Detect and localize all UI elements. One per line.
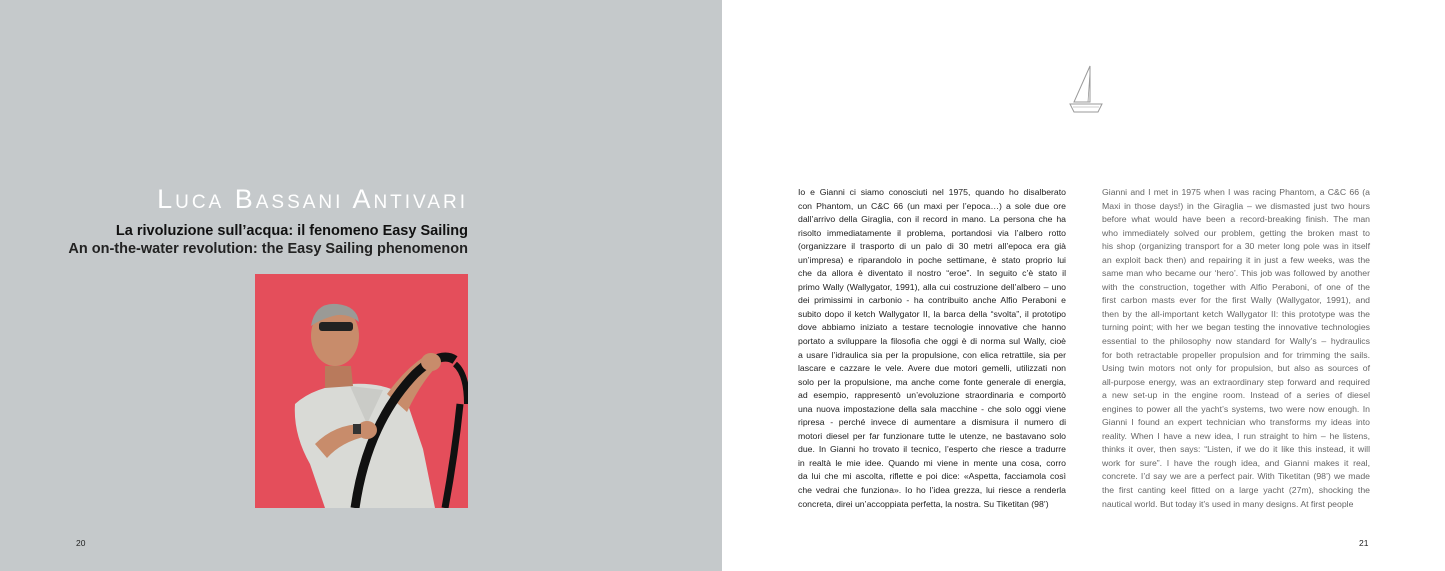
english-text-line: engines to power all the yacht’s systems, two were now enough. In bbox=[1102, 403, 1370, 414]
english-text-line: same man who became our ‘hero’. This job was followed by another bbox=[1102, 268, 1370, 279]
italian-text-line: Io e Gianni ci siamo conosciuti nel 1975, quando ho disalberato bbox=[798, 187, 1066, 197]
english-text-line: thinks it over, then says: “Listen, if we do it like this instead, it will bbox=[1102, 444, 1370, 455]
english-text-line: a new set-up in the engine room. Instead of a series of diesel bbox=[1102, 390, 1370, 401]
italian-text-line: in realtà le mie idee. Quando mi viene in mente una cosa, corro bbox=[798, 457, 1066, 468]
english-text-line: before what would have been a record-breaking finish. The man bbox=[1102, 214, 1370, 225]
italian-text-line: dove abbiamo iniziato a testare tecnologie innovative che hanno bbox=[798, 322, 1066, 333]
right-page bbox=[722, 0, 1445, 571]
english-text-line: who immediately solved our problem, getting the broken mast to bbox=[1102, 227, 1370, 238]
sailboat-logo-icon bbox=[1068, 62, 1104, 118]
english-text-line: then by the all-important ketch Wallygator II: this prototype was the bbox=[1102, 308, 1370, 319]
italian-text-line: con Phantom, un C&C 66 (un maxi per l’epoca…) a sole due ore bbox=[798, 200, 1066, 211]
english-text-line: work for sure”. I have the rough idea, and Gianni makes it real, bbox=[1102, 457, 1370, 468]
english-text-line: Gianni I found an expert technician who transforms my ideas into bbox=[1102, 417, 1370, 428]
author-name: Luca Bassani Antivari bbox=[157, 184, 468, 214]
left-page bbox=[0, 0, 722, 571]
portrait-photo bbox=[255, 274, 468, 508]
italian-text-line: lascare e cazzare le vele. Avere due motori gemelli, utilizzati non bbox=[798, 363, 1066, 374]
english-text-column bbox=[1102, 186, 1370, 511]
italian-text-line: che vedrai che funziona». Io ho l’idea grezza, lui riesce a renderla bbox=[798, 485, 1066, 496]
english-text-line: concrete. I’d say we are a perfect pair. With Tiketitan (98’) we made bbox=[1102, 471, 1370, 482]
italian-text-line: da lui che mi ascolta, riflette e poi dice: «Aspetta, facciamola così bbox=[798, 471, 1066, 482]
italian-text-line: concreta, direi un’accoppiata perfetta, la nostra. Su Tiketitan (98’) bbox=[798, 498, 1049, 509]
english-text-line: the first canting keel fitted on a large yacht (27m), shocking the bbox=[1102, 485, 1370, 496]
english-text-line: for both retractable propeller propulsion and for trimming the sails. bbox=[1102, 349, 1370, 360]
english-text-line: first carbon masts ever for the first Wally (Wallygator, 1991), and bbox=[1102, 295, 1370, 306]
english-text-line: Using twin motors not only for propulsion, but also as sources of bbox=[1102, 363, 1370, 374]
english-text-line: an exploit back then) and repairing it in just a few weeks, was the bbox=[1102, 254, 1370, 265]
italian-text-line: risolto immediatamente il problema, portandosi via l’albero rotto bbox=[798, 227, 1066, 238]
italian-text-line: dei primissimi in carbonio - ha contribuito anche Alfio Peraboni e bbox=[798, 295, 1066, 306]
english-text-line: turning point; with her we began testing the innovative technologies bbox=[1102, 322, 1370, 333]
italian-text-line: che da allora è diventato il nostro “eroe”. In seguito c’è stato il bbox=[798, 268, 1066, 279]
portrait-illustration bbox=[255, 274, 468, 508]
italian-text-line: dall’arrivo della Giraglia, con il record in mano. La persona che ha bbox=[798, 214, 1066, 225]
page-number-left: 20 bbox=[76, 538, 86, 548]
english-text-line: essential to the philosophy now standard for Wally’s – hydraulics bbox=[1102, 336, 1370, 347]
english-text-line: reality. When I have a new idea, I run straight to him – he listens, bbox=[1102, 430, 1370, 441]
english-text-line: his shop (organizing transport for a 30 meter long pole was in itself bbox=[1102, 241, 1370, 252]
italian-text-line: un’impresa) e riparandolo in poche settimane, è stato proprio lui bbox=[798, 254, 1066, 265]
english-text-line: nautical world. But today it’s used in many designs. At first people bbox=[1102, 498, 1354, 509]
english-text-line: Maxi in those days!) in the Giraglia – we dismasted just two hours bbox=[1102, 200, 1370, 211]
english-text-line: with the construction, together with Alfio Peraboni, of one of the bbox=[1102, 281, 1370, 292]
italian-text-line: subito dopo il ketch Wallygator II, la barca della “svolta”, il prototipo bbox=[798, 308, 1066, 319]
italian-text-column bbox=[798, 186, 1066, 511]
italian-text-line: (organizzare il trasporto di un palo di 30 metri all’epoca era già bbox=[798, 241, 1066, 252]
italian-text-line: a usare l’idraulica sia per la propulsione, con elica retrattile, sia per bbox=[798, 349, 1066, 360]
italian-text-line: ripresa - perché invece di aumentare a dismisura il numero di bbox=[798, 417, 1066, 428]
italian-text-line: ad esempio, rappresentò un’evoluzione straordinaria e comportò bbox=[798, 390, 1066, 401]
italian-text-line: primo Wally (Wallygator, 1991), alla cui costruzione dell’albero – uno bbox=[798, 281, 1066, 292]
italian-text-line: portato a sviluppare la filosofia che oggi è di norma sul Wally, cioè bbox=[798, 336, 1066, 347]
chapter-title-italian: La rivoluzione sull’acqua: il fenomeno Easy Sailing bbox=[115, 223, 468, 239]
italian-text-line: motori diesel per far funzionare tutte le utenze, ne bastavano solo bbox=[798, 430, 1066, 441]
italian-text-line: solo per la propulsione, ma anche come fonte generale di energia, bbox=[798, 376, 1066, 387]
chapter-title-english: An on-the-water revolution: the Easy Sailing phenomenon bbox=[68, 241, 468, 257]
italian-text-line: due. In Gianni ho trovato il tecnico, l’esperto che riesce a tradurre bbox=[798, 444, 1066, 455]
italian-text-line: una nuova impostazione della sala macchine - che solo oggi viene bbox=[798, 403, 1066, 414]
english-text-line: all-purpose energy, was an extraordinary step forward and required bbox=[1102, 376, 1370, 387]
page-number-right: 21 bbox=[1359, 538, 1369, 548]
english-text-line: Gianni and I met in 1975 when I was racing Phantom, a C&C 66 (a bbox=[1102, 187, 1370, 197]
